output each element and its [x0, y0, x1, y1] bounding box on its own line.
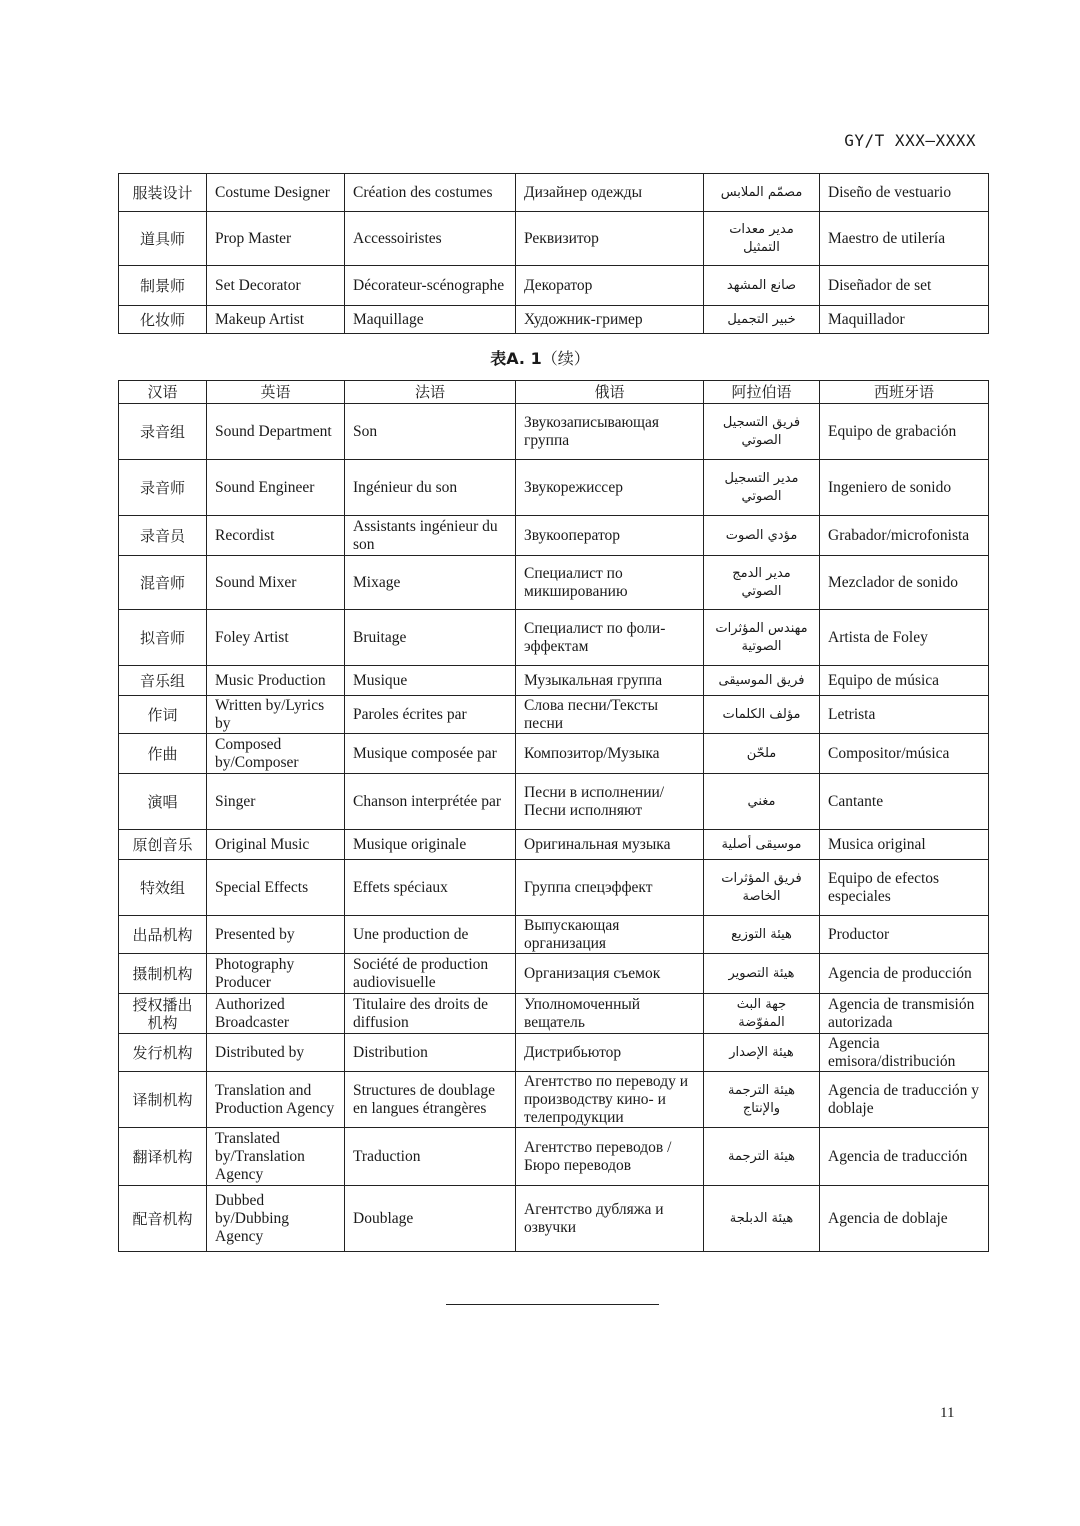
table-row	[119, 266, 989, 306]
cell-ru: Композитор/Музыка	[516, 734, 704, 774]
cell-fr: Structures de doublage en langues étrangères	[345, 1072, 516, 1128]
cell-ru: Реквизитор	[516, 212, 704, 266]
cell-zh: 道具师	[119, 212, 207, 266]
table-row	[119, 774, 989, 830]
cell-zh: 出品机构	[119, 916, 207, 954]
cell-es: Diseñador de set	[820, 266, 989, 306]
cell-ru: Звукозаписывающая группа	[516, 404, 704, 460]
cell-es: Equipo de música	[820, 666, 989, 696]
cell-ru: Агентство по переводу и производству кино- и телепродукции	[516, 1072, 704, 1128]
cell-en: Authorized Broadcaster	[207, 994, 345, 1034]
cell-en: Photography Producer	[207, 954, 345, 994]
cell-en: Set Decorator	[207, 266, 345, 306]
cell-es: Agencia de traducción	[820, 1128, 989, 1186]
cell-ar: جهة البث المفوّضة	[704, 994, 820, 1034]
cell-zh: 译制机构	[119, 1072, 207, 1128]
cell-ar: هيئة الإصدار	[704, 1034, 820, 1072]
table-row	[119, 556, 989, 610]
cell-ar: فريق المؤثرات الخاصة	[704, 860, 820, 916]
table-row	[119, 174, 989, 212]
cell-es: Musica original	[820, 830, 989, 860]
cell-es: Artista de Foley	[820, 610, 989, 666]
cell-zh: 作曲	[119, 734, 207, 774]
table-row	[119, 1034, 989, 1072]
cell-ar: خبير التجميل	[704, 306, 820, 334]
cell-ru: Художник-гример	[516, 306, 704, 334]
cell-ru: Песни в исполнении/Песни исполняют	[516, 774, 704, 830]
cell-ru: Выпускающая организация	[516, 916, 704, 954]
cell-ru: Звукооператор	[516, 516, 704, 556]
cell-ru: Организация съемок	[516, 954, 704, 994]
cell-fr: Titulaire des droits de diffusion	[345, 994, 516, 1034]
cell-zh: 特效组	[119, 860, 207, 916]
cell-ar: هيئة الترجمة	[704, 1128, 820, 1186]
cell-es: Cantante	[820, 774, 989, 830]
cell-zh: 原创音乐	[119, 830, 207, 860]
table-row	[119, 994, 989, 1034]
table-row	[119, 404, 989, 460]
table-row	[119, 212, 989, 266]
cell-ru: Дистрибьютор	[516, 1034, 704, 1072]
cell-ru: Специалист по микшированию	[516, 556, 704, 610]
cell-ru: Декоратор	[516, 266, 704, 306]
table-row	[119, 860, 989, 916]
cell-zh: 配音机构	[119, 1186, 207, 1252]
cell-ru: Агентство дубляжа и озвучки	[516, 1186, 704, 1252]
terms-table-main	[118, 380, 989, 1252]
cell-zh: 音乐组	[119, 666, 207, 696]
table-row	[119, 306, 989, 334]
cell-fr: Mixage	[345, 556, 516, 610]
cell-ar: هيئة الترجمة والإنتاج	[704, 1072, 820, 1128]
cell-en: Composed by/Composer	[207, 734, 345, 774]
cell-fr: Société de production audiovisuelle	[345, 954, 516, 994]
cell-fr: Son	[345, 404, 516, 460]
cell-en: Presented by	[207, 916, 345, 954]
cell-ar: هيئة التوزيع	[704, 916, 820, 954]
cell-en: Sound Department	[207, 404, 345, 460]
cell-fr: Décorateur-scénographe	[345, 266, 516, 306]
cell-es: Grabador/microfonista	[820, 516, 989, 556]
cell-fr: Assistants ingénieur du son	[345, 516, 516, 556]
cell-es: Mezclador de sonido	[820, 556, 989, 610]
cell-ar: مدير التسجيل الصوتي	[704, 460, 820, 516]
cell-fr: Maquillage	[345, 306, 516, 334]
cell-en: Prop Master	[207, 212, 345, 266]
cell-ru: Музыкальная группа	[516, 666, 704, 696]
cell-ru: Уполномоченный вещатель	[516, 994, 704, 1034]
table-row	[119, 610, 989, 666]
table-row	[119, 830, 989, 860]
page-number: 11	[940, 1405, 955, 1421]
cell-en: Sound Mixer	[207, 556, 345, 610]
end-rule	[446, 1304, 659, 1305]
cell-zh: 演唱	[119, 774, 207, 830]
cell-es: Ingeniero de sonido	[820, 460, 989, 516]
cell-ar: مهندس المؤثرات الصوتية	[704, 610, 820, 666]
table-row	[119, 1186, 989, 1252]
cell-en: Special Effects	[207, 860, 345, 916]
cell-fr: Doublage	[345, 1186, 516, 1252]
cell-zh: 混音师	[119, 556, 207, 610]
table-row	[119, 516, 989, 556]
terms-table-top	[118, 173, 989, 334]
cell-es: Diseño de vestuario	[820, 174, 989, 212]
cell-zh: 授权播出机构	[119, 994, 207, 1034]
cell-ru: Дизайнер одежды	[516, 174, 704, 212]
cell-ar: صانع المشهد	[704, 266, 820, 306]
cell-ar: مصمّم الملابس	[704, 174, 820, 212]
document-code: GY/T XXX—XXXX	[844, 131, 976, 150]
cell-en: Recordist	[207, 516, 345, 556]
table-caption	[0, 346, 1080, 369]
cell-en: Music Production	[207, 666, 345, 696]
cell-ru: Слова песни/Тексты песни	[516, 696, 704, 734]
cell-ru: Звукорежиссер	[516, 460, 704, 516]
cell-fr: Musique composée par	[345, 734, 516, 774]
cell-zh: 拟音师	[119, 610, 207, 666]
cell-ar: مغني	[704, 774, 820, 830]
cell-fr: Musique	[345, 666, 516, 696]
table-row	[119, 916, 989, 954]
table-row	[119, 696, 989, 734]
cell-zh: 作词	[119, 696, 207, 734]
cell-fr: Chanson interprétée par	[345, 774, 516, 830]
cell-ar: فريق الموسيقى	[704, 666, 820, 696]
cell-ar: مدير الدمج الصوتي	[704, 556, 820, 610]
cell-en: Translated by/Translation Agency	[207, 1128, 345, 1186]
cell-fr: Ingénieur du son	[345, 460, 516, 516]
table-row	[119, 734, 989, 774]
cell-es: Agencia emisora/distribución	[820, 1034, 989, 1072]
cell-zh: 制景师	[119, 266, 207, 306]
cell-ru: Специалист по фоли-эффектам	[516, 610, 704, 666]
cell-zh: 录音师	[119, 460, 207, 516]
cell-en: Translation and Production Agency	[207, 1072, 345, 1128]
col-header-english: 英语	[207, 381, 345, 404]
cell-en: Dubbed by/Dubbing Agency	[207, 1186, 345, 1252]
col-header-arabic: 阿拉伯语	[704, 381, 820, 404]
caption-title: 表A. 1	[490, 349, 542, 368]
cell-ar: مؤلف الكلمات	[704, 696, 820, 734]
col-header-french: 法语	[345, 381, 516, 404]
cell-es: Agencia de traducción y doblaje	[820, 1072, 989, 1128]
cell-es: Letrista	[820, 696, 989, 734]
cell-zh: 服装设计	[119, 174, 207, 212]
cell-ar: مؤدي الصوت	[704, 516, 820, 556]
cell-es: Equipo de efectos especiales	[820, 860, 989, 916]
table-row	[119, 666, 989, 696]
cell-en: Makeup Artist	[207, 306, 345, 334]
cell-fr: Paroles écrites par	[345, 696, 516, 734]
cell-zh: 录音组	[119, 404, 207, 460]
cell-ar: فريق التسجيل الصوتي	[704, 404, 820, 460]
cell-fr: Distribution	[345, 1034, 516, 1072]
col-header-chinese: 汉语	[119, 381, 207, 404]
cell-es: Maquillador	[820, 306, 989, 334]
table-row	[119, 1072, 989, 1128]
cell-ar: موسيقى أصلية	[704, 830, 820, 860]
cell-es: Compositor/música	[820, 734, 989, 774]
cell-en: Written by/Lyrics by	[207, 696, 345, 734]
cell-en: Foley Artist	[207, 610, 345, 666]
cell-zh: 摄制机构	[119, 954, 207, 994]
cell-en: Costume Designer	[207, 174, 345, 212]
col-header-russian: 俄语	[516, 381, 704, 404]
cell-en: Singer	[207, 774, 345, 830]
cell-ru: Группа спецэффект	[516, 860, 704, 916]
cell-es: Agencia de transmisión autorizada	[820, 994, 989, 1034]
cell-fr: Une production de	[345, 916, 516, 954]
cell-zh: 翻译机构	[119, 1128, 207, 1186]
cell-ar: هيئة التصوير	[704, 954, 820, 994]
table-row	[119, 1128, 989, 1186]
cell-ar: مدير معدات التمثيل	[704, 212, 820, 266]
cell-es: Maestro de utilería	[820, 212, 989, 266]
cell-fr: Création des costumes	[345, 174, 516, 212]
cell-fr: Musique originale	[345, 830, 516, 860]
cell-en: Distributed by	[207, 1034, 345, 1072]
cell-en: Original Music	[207, 830, 345, 860]
cell-en: Sound Engineer	[207, 460, 345, 516]
col-header-spanish: 西班牙语	[820, 381, 989, 404]
cell-es: Agencia de producción	[820, 954, 989, 994]
cell-ar: هيئة الدبلجة	[704, 1186, 820, 1252]
table-row	[119, 954, 989, 994]
cell-ru: Оригинальная музыка	[516, 830, 704, 860]
table-header-row	[119, 381, 989, 404]
caption-continued: （续）	[541, 349, 590, 368]
cell-fr: Traduction	[345, 1128, 516, 1186]
cell-zh: 发行机构	[119, 1034, 207, 1072]
cell-fr: Accessoiristes	[345, 212, 516, 266]
cell-ar: ملحّن	[704, 734, 820, 774]
cell-es: Agencia de doblaje	[820, 1186, 989, 1252]
cell-zh: 化妆师	[119, 306, 207, 334]
cell-es: Productor	[820, 916, 989, 954]
cell-fr: Bruitage	[345, 610, 516, 666]
cell-fr: Effets spéciaux	[345, 860, 516, 916]
table-row	[119, 460, 989, 516]
cell-ru: Агентство переводов /Бюро переводов	[516, 1128, 704, 1186]
cell-zh: 录音员	[119, 516, 207, 556]
cell-es: Equipo de grabación	[820, 404, 989, 460]
